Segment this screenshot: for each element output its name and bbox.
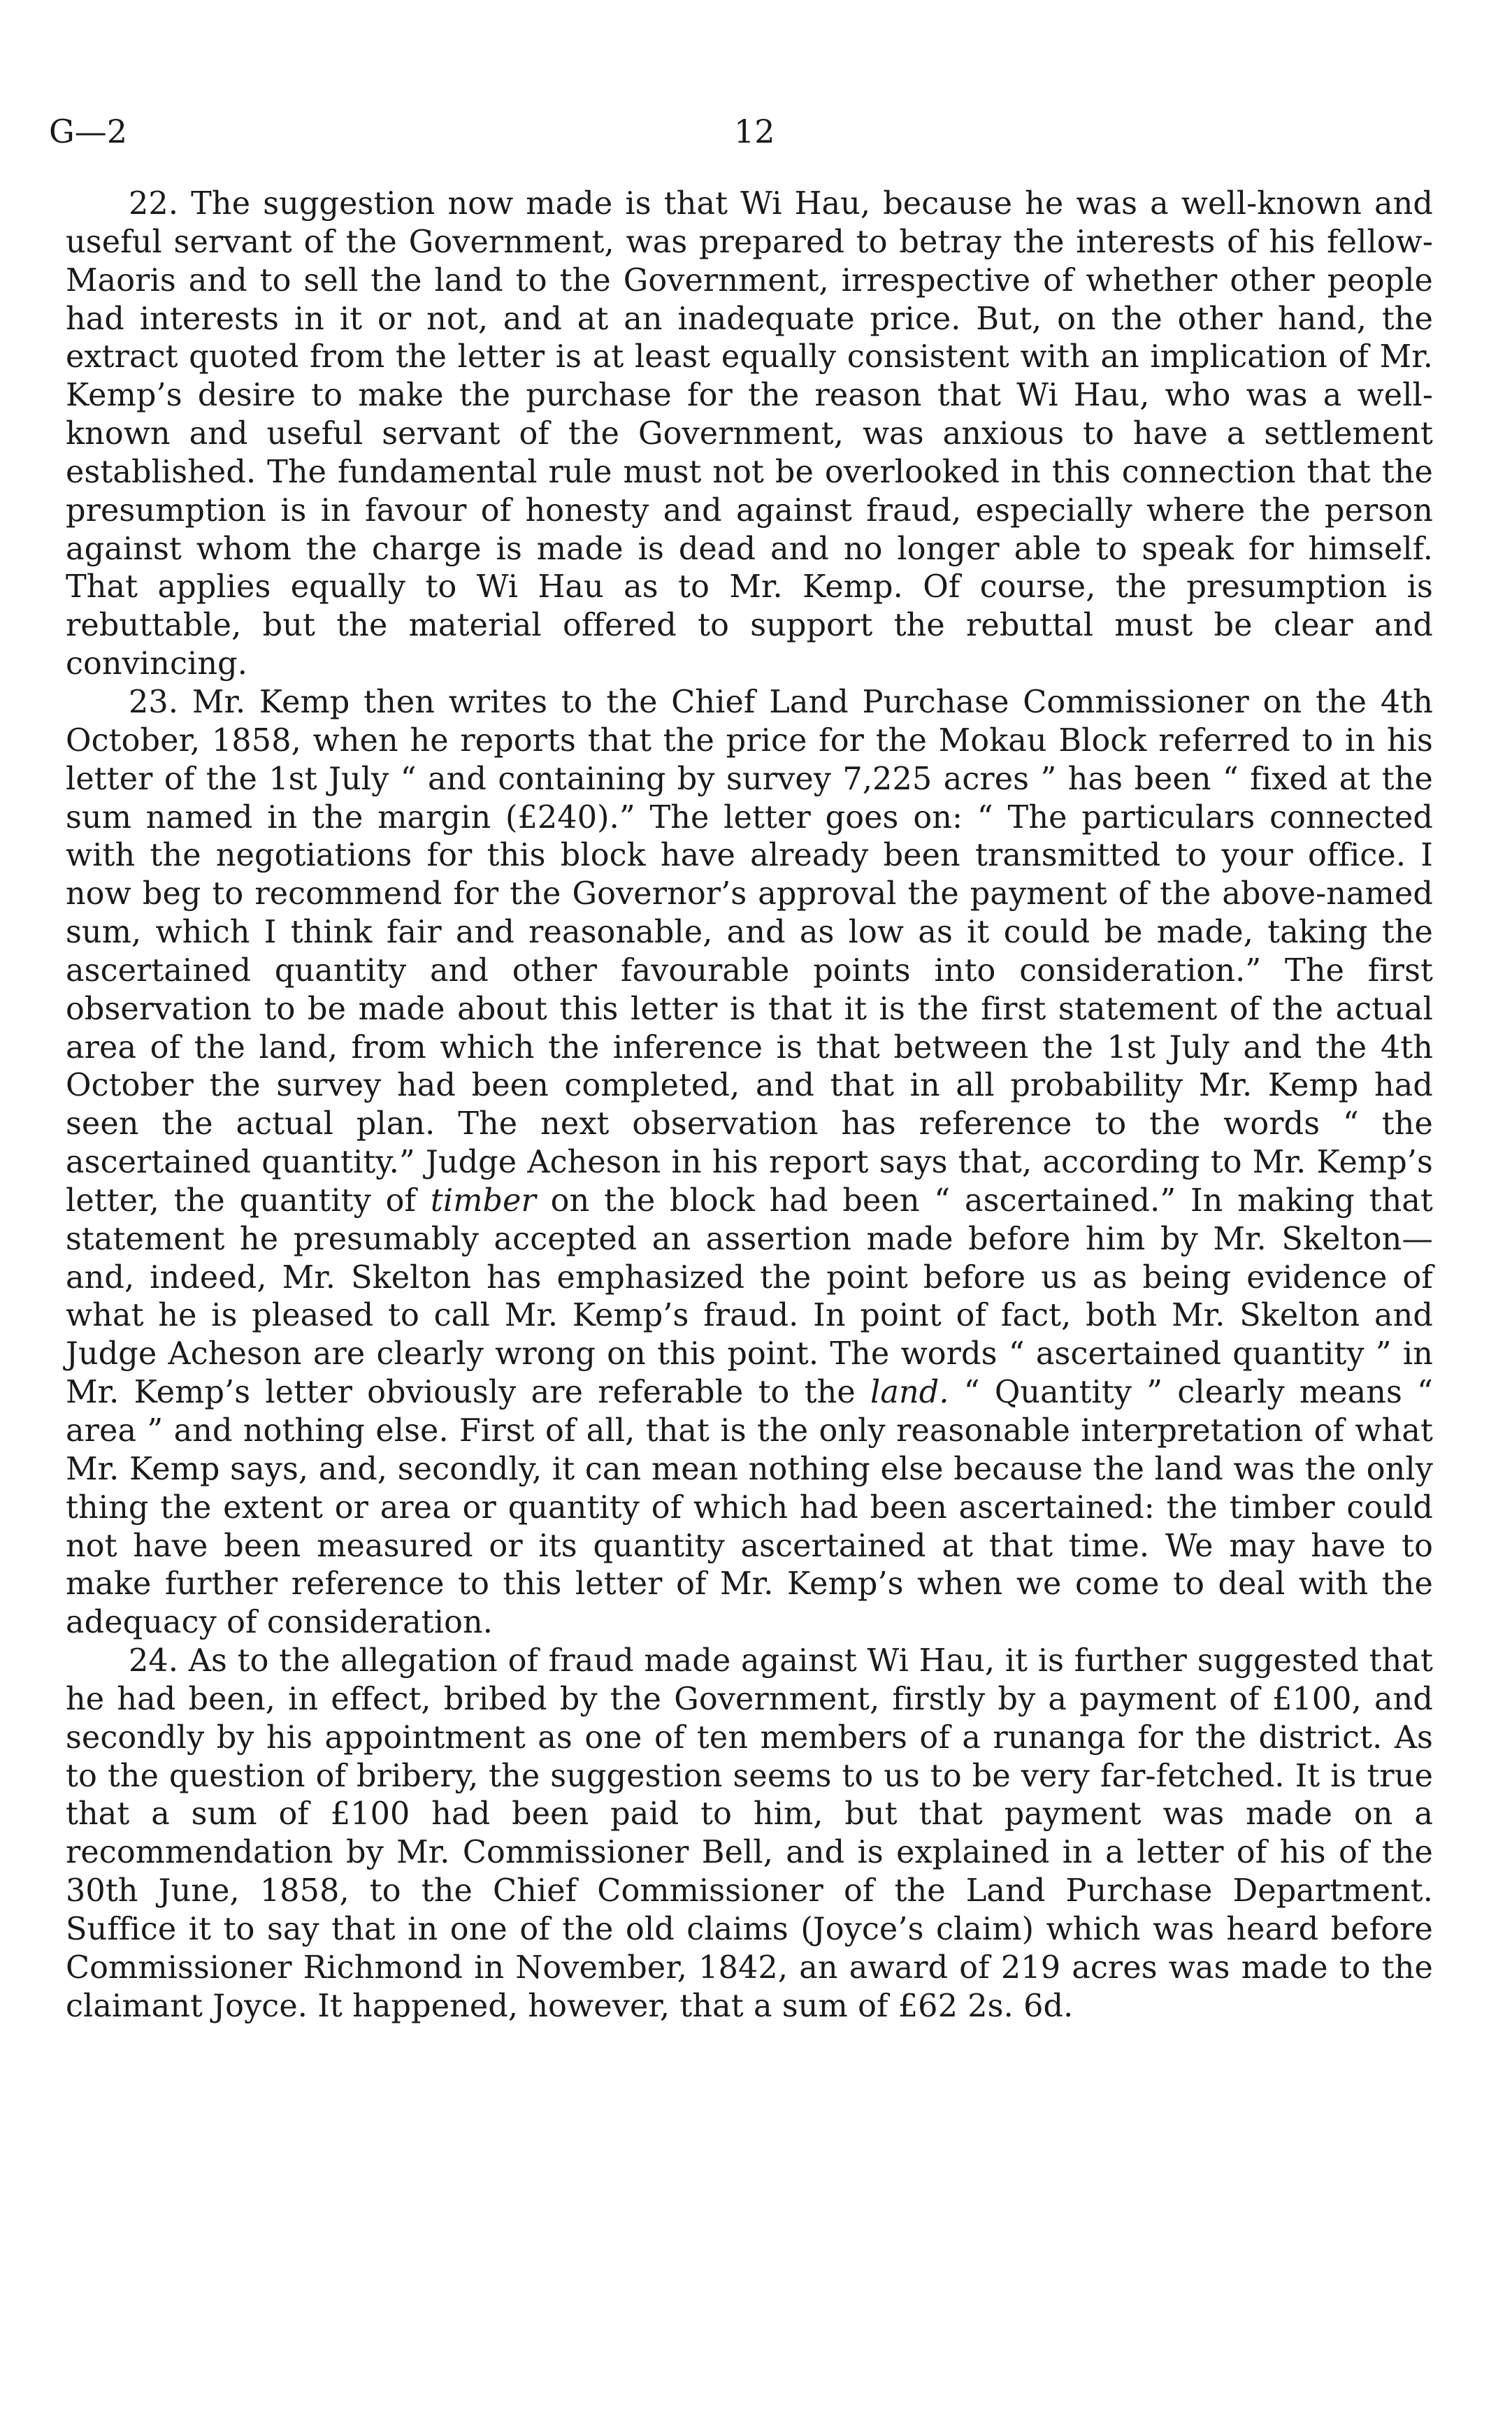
paragraph-text: As to the allegation of fraud made against Wi Hau, it is further suggested that he had been, in effect, bribed by the Government, firstly by a payment of £100, and secondly by his appointment as one of ten members of a runanga for the district. As to the question of bribery, the suggestion seems to us to be very far-fetched. It is true that a sum of £100 had been paid to him, but that payment was made on a recommendation by Mr. Commissioner Bell, and is explained in a letter of his of the 30th June, 1858, to the Chief Commissioner of the Land Purchase Department. Suffice it to say that in one of the old claims (Joyce’s claim) which was heard before Commissioner Richmond in November, 1842, an award of 219 acres was made to the claimant Joyce. It happened, however, that a sum of £62 2s. 6d.	[66, 1643, 1433, 2024]
page-number: 12	[734, 113, 775, 150]
paragraph-23	[66, 684, 1433, 1642]
paragraph-number: 24.	[129, 1643, 179, 1679]
paragraph-text: on the block had been “ ascertained.” In making that statement he presumably accepted an assertion made before him by Mr. Skelton—and, indeed, Mr. Skelton has emphasized the point before us as being evidence of what he is pleased to call Mr. Kemp’s fraud. In point of fact, both Mr. Skelton and Judge Acheson are clearly wrong on this point. The words “ ascertained quantity ” in Mr. Kemp’s letter obviously are referable to the	[66, 1182, 1433, 1411]
paragraph-number: 22.	[129, 186, 179, 222]
paragraph-text: The suggestion now made is that Wi Hau, because he was a well-known and useful servant of the Government, was prepared to betray the interests of his fellow-Maoris and to sell the land to the Government, irrespective of whether other people had interests in it or not, and at an inadequate price. But, on the other hand, the extract quoted from the letter is at least equally consistent with an implication of Mr. Kemp’s desire to make the purchase for the reason that Wi Hau, who was a well-known and useful servant of the Government, was anxious to have a settlement established. The fundamental rule must not be overlooked in this connection that the presumption is in favour of honesty and against fraud, especially where the person against whom the charge is made is dead and no longer able to speak for himself. That applies equally to Wi Hau as to Mr. Kemp. Of course, the presumption is rebuttable, but the material offered to support the rebuttal must be clear and convincing.	[66, 186, 1433, 682]
paragraph-22	[66, 185, 1433, 684]
document-code: G—2	[49, 113, 128, 150]
body-text	[66, 185, 1433, 2026]
italic-word-timber: timber	[430, 1182, 536, 1219]
paragraph-24	[66, 1642, 1433, 2026]
paragraph-text: Mr. Kemp then writes to the Chief Land Purchase Commissioner on the 4th October, 1858, when he reports that the price for the Mokau Block referred to in his letter of the 1st July “ and containing by survey 7,225 acres ” has been “ fixed at the sum named in the margin (£240).” The letter goes on: “ The particulars connected with the negotiations for this block have already been transmitted to your office. I now beg to recommend for the Governor’s approval the payment of the above-named sum, which I think fair and reasonable, and as low as it could be made, taking the ascertained quantity and other favourable points into consideration.” The first observation to be made about this letter is that it is the first statement of the actual area of the land, from which the inference is that between the 1st July and the 4th October the survey had been completed, and that in all probability Mr. Kemp had seen the actual plan. The next observation has reference to the words “ the ascertained quantity.” Judge Acheson in his report says that, according to Mr. Kemp’s letter, the quantity of	[66, 684, 1433, 1219]
paragraph-text: “ Quantity ” clearly means “ area ” and nothing else. First of all, that is the only reasonable interpretation of what Mr. Kemp says, and, secondly, it can mean nothing else because the land was the only thing the extent or area or quantity of which had been ascertained: the timber could not have been measured or its quantity ascertained at that time. We may have to make further reference to this letter of Mr. Kemp’s when we come to deal with the adequacy of consideration.	[66, 1375, 1434, 1641]
italic-word-land: land.	[870, 1375, 949, 1411]
page-header	[49, 110, 776, 152]
paragraph-number: 23.	[129, 684, 179, 720]
